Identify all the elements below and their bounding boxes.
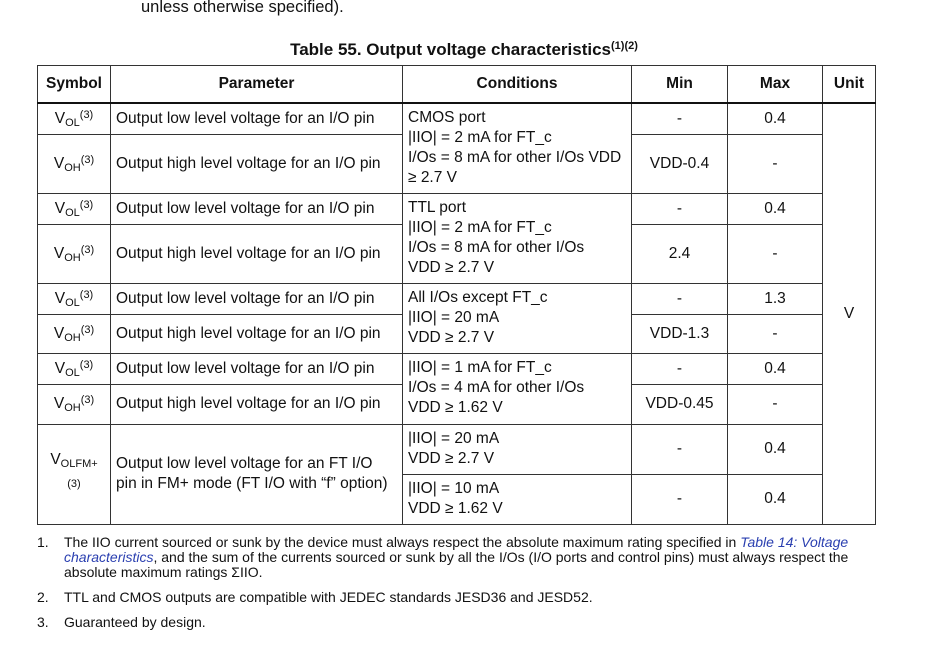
header-parameter: Parameter: [111, 66, 403, 104]
parameter-cell: Output high level voltage for an I/O pin: [111, 134, 403, 193]
output-voltage-table: [37, 65, 876, 525]
footnotes: [37, 535, 867, 640]
footnote: 1. The IIO current sourced or sunk by the device must always respect the absolute maximum rating specified in Table 14: Voltage characteristics, and the sum of the currents sourced or sunk by all the I/Os (I/O ports and control pins) must always respect the absolute maximum ratings ΣIIO.: [37, 534, 849, 580]
conditions-cell: |IIO| = 10 mA VDD ≥ 1.62 V: [403, 474, 632, 524]
min-cell: VDD-0.4: [632, 134, 728, 193]
footnote: 3. Guaranteed by design.: [37, 614, 206, 630]
table-row: [38, 353, 876, 384]
symbol-cell: $V_{OL}^{(3)}$: [38, 283, 111, 314]
header-conditions: Conditions: [403, 66, 632, 104]
conditions-cell: All I/Os except FT_c |IIO| = 20 mA VDD ≥ 2.7 V: [403, 283, 632, 353]
symbol-cell: $V_{OL}^{(3)}$: [38, 103, 111, 134]
parameter-cell: Output low level voltage for an I/O pin: [111, 103, 403, 134]
table-title: [0, 40, 928, 60]
symbol-cell: $V_{OL}^{(3)}$: [38, 193, 111, 224]
conditions-cell: |IIO| = 20 mA VDD ≥ 2.7 V: [403, 424, 632, 474]
max-cell: -: [728, 134, 823, 193]
parameter-cell: Output low level voltage for an I/O pin: [111, 353, 403, 384]
intro-text: unless otherwise specified).: [141, 0, 344, 16]
table-title-text: Table 55. Output voltage characteristics: [290, 40, 611, 59]
header-row: [38, 66, 876, 104]
min-cell: 2.4: [632, 224, 728, 283]
min-cell: -: [632, 424, 728, 474]
table-row: [38, 424, 876, 474]
table-14-link[interactable]: Table 14: Voltage characteristics: [64, 534, 849, 565]
symbol-cell: $V_{OH}^{(3)}$: [38, 384, 111, 424]
min-cell: -: [632, 283, 728, 314]
parameter-cell: Output high level voltage for an I/O pin: [111, 314, 403, 353]
parameter-cell: Output high level voltage for an I/O pin: [111, 384, 403, 424]
table-row: [38, 283, 876, 314]
max-cell: 0.4: [728, 193, 823, 224]
conditions-cell: TTL port |IIO| = 2 mA for FT_c I/Os = 8 mA for other I/Os VDD ≥ 2.7 V: [403, 193, 632, 283]
table-row: [38, 103, 876, 134]
max-cell: 0.4: [728, 353, 823, 384]
max-cell: 0.4: [728, 103, 823, 134]
parameter-cell: Output high level voltage for an I/O pin: [111, 224, 403, 283]
table-row: [38, 193, 876, 224]
min-cell: -: [632, 353, 728, 384]
max-cell: -: [728, 314, 823, 353]
table-title-refs: (1)(2): [611, 40, 638, 52]
max-cell: 0.4: [728, 474, 823, 524]
parameter-cell: Output low level voltage for an FT I/O pin in FM+ mode (FT I/O with “f” option): [111, 424, 403, 524]
conditions-cell: |IIO| = 1 mA for FT_c I/Os = 4 mA for other I/Os VDD ≥ 1.62 V: [403, 353, 632, 424]
footnote: 2. TTL and CMOS outputs are compatible with JEDEC standards JESD36 and JESD52.: [37, 589, 593, 605]
header-min: Min: [632, 66, 728, 104]
symbol-cell: $V_{OL}^{(3)}$: [38, 353, 111, 384]
min-cell: -: [632, 193, 728, 224]
min-cell: -: [632, 474, 728, 524]
unit-cell: V: [823, 103, 876, 524]
min-cell: VDD-1.3: [632, 314, 728, 353]
max-cell: -: [728, 224, 823, 283]
parameter-cell: Output low level voltage for an I/O pin: [111, 193, 403, 224]
min-cell: -: [632, 103, 728, 134]
symbol-cell: $V_{OLFM+}$ $^{(3)}$: [38, 424, 111, 524]
max-cell: 0.4: [728, 424, 823, 474]
header-unit: Unit: [823, 66, 876, 104]
symbol-cell: $V_{OH}^{(3)}$: [38, 134, 111, 193]
conditions-cell: CMOS port |IIO| = 2 mA for FT_c I/Os = 8 mA for other I/Os VDD ≥ 2.7 V: [403, 103, 632, 193]
max-cell: -: [728, 384, 823, 424]
header-symbol: Symbol: [38, 66, 111, 104]
parameter-cell: Output low level voltage for an I/O pin: [111, 283, 403, 314]
max-cell: 1.3: [728, 283, 823, 314]
min-cell: VDD-0.45: [632, 384, 728, 424]
header-max: Max: [728, 66, 823, 104]
symbol-cell: $V_{OH}^{(3)}$: [38, 224, 111, 283]
symbol-cell: $V_{OH}^{(3)}$: [38, 314, 111, 353]
